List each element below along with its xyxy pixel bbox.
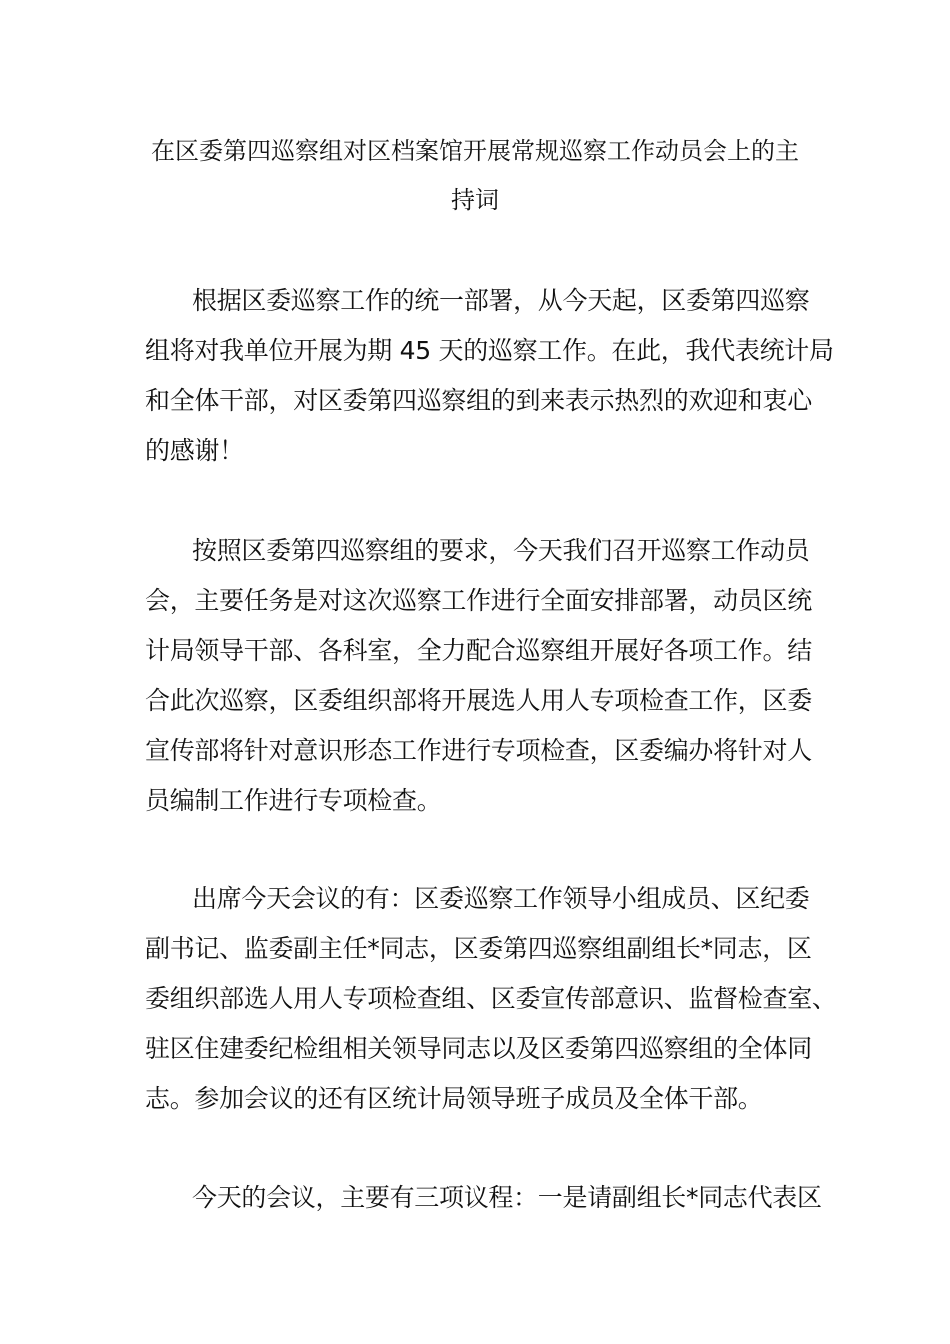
paragraph-1-line-3: 和全体干部，对区委第四巡察组的到来表示热烈的欢迎和衷心 (145, 386, 812, 415)
paragraph-3-line-1: 出席今天会议的有：区委巡察工作领导小组成员、区纪委 (192, 884, 810, 913)
paragraph-2-line-6: 员编制工作进行专项检查。 (145, 786, 442, 815)
paragraph-4-line-1: 今天的会议，主要有三项议程：一是请副组长*同志代表区 (192, 1183, 822, 1212)
paragraph-3-line-5: 志。参加会议的还有区统计局领导班子成员及全体干部。 (145, 1084, 763, 1113)
paragraph-1-line-4: 的感谢！ (145, 436, 244, 465)
document-title-line-1: 在区委第四巡察组对区档案馆开展常规巡察工作动员会上的主 (151, 137, 799, 165)
paragraph-3-line-4: 驻区住建委纪检组相关领导同志以及区委第四巡察组的全体同 (145, 1034, 812, 1063)
paragraph-2-line-5: 宣传部将针对意识形态工作进行专项检查，区委编办将针对人 (145, 736, 812, 765)
paragraph-1-line-1: 根据区委巡察工作的统一部署，从今天起，区委第四巡察 (192, 286, 810, 315)
document-title-line-2: 持词 (451, 186, 499, 214)
paragraph-2-line-2: 会，主要任务是对这次巡察工作进行全面安排部署，动员区统 (145, 586, 812, 615)
paragraph-2-line-1: 按照区委第四巡察组的要求，今天我们召开巡察工作动员 (192, 536, 810, 565)
paragraph-3-line-2: 副书记、监委副主任*同志，区委第四巡察组副组长*同志，区 (145, 934, 812, 963)
paragraph-2-line-3: 计局领导干部、各科室，全力配合巡察组开展好各项工作。结 (145, 636, 812, 665)
paragraph-2-line-4: 合此次巡察，区委组织部将开展选人用人专项检查工作，区委 (145, 686, 812, 715)
paragraph-3-line-3: 委组织部选人用人专项检查组、区委宣传部意识、监督检查室、 (145, 984, 837, 1013)
paragraph-1-line-2: 组将对我单位开展为期 45 天的巡察工作。在此，我代表统计局 (145, 336, 834, 365)
